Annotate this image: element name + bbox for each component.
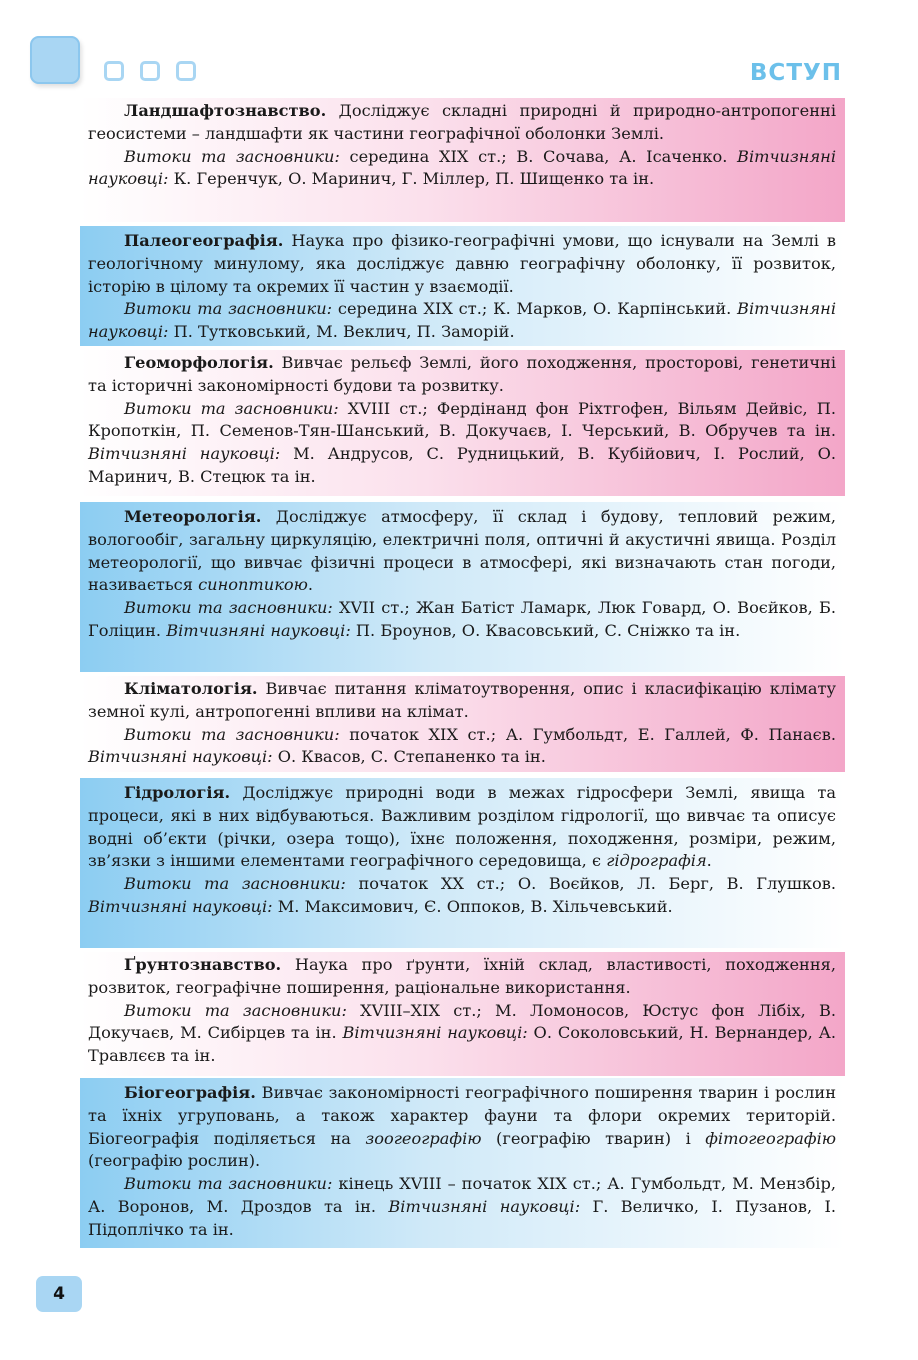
entry-origins: Витоки та засновники: початок XX ст.; О. Воєйков, Л. Берг, В. Глушков. Вітчизняні науковці: М. Максимович, Є. Оппоков, В. Хільчевський. [88, 874, 837, 916]
entry-origins: Витоки та засновники: початок XIX ст.; А. Гумбольдт, Е. Галлей, Ф. Панаєв. Вітчизняні науковці: О. Квасов, С. Степаненко та ін. [88, 724, 837, 767]
entry-definition: Біогеографія. Вивчає закономірності географічного поширення тварин і рослин та їхніх угруповань, а також характер фауни та флори окремих територій. Біогеографія поділяється на зоогеографію (географію тварин) і фітогеографію (географію рослин). [88, 1083, 836, 1171]
entry-origins: Витоки та засновники: XVII ст.; Жан Батіст Ламарк, Люк Говард, О. Воєйков, Б. Голіцин. Вітчизняні науковці: П. Броунов, О. Квасовський, С. Сніжко та ін. [88, 598, 836, 640]
entry-term: Ґрунтознавство. [124, 955, 282, 974]
entry-origins: Витоки та засновники: XVIII ст.; Фердінанд фон Ріхтгофен, Вільям Дейвіс, П. Кропоткін, П. Семенов-Тян-Шанський, В. Докучаєв, І. Черський, В. Обручев та ін. Вітчизняні науковці: М. Андрусов, С. Рудницький, В. Кубійович, І. Рослий, О. Маринич, В. Стецюк та ін. [88, 398, 837, 486]
page-number: 4 [36, 1276, 82, 1312]
entry-definition: Метеорологія. Досліджує атмосферу, її склад і будову, тепловий режим, вологообіг, загальну циркуляцію, електричні поля, оптичні й акустичні явища. Розділ метеорології, що вивчає фізичні процеси в атмосфері, які визначають стан погоди, називається синоптикою. [88, 507, 836, 595]
section-title: ВСТУП [749, 60, 842, 86]
entry-term: Кліматологія. [124, 679, 258, 698]
entry-term: Геоморфологія. [124, 353, 274, 372]
entry-biogeography [80, 1078, 845, 1248]
entry-term: Ландшафтознавство. [124, 101, 327, 120]
entry-origins: Витоки та засновники: XVIII–XIX ст.; М. Ломоносов, Юстус фон Лібіх, В. Докучаєв, М. Сибірцев та ін. Вітчизняні науковці: О. Соколовський, Н. Вернандер, А. Травлєєв та ін. [88, 1000, 837, 1066]
entry-term: Гідрологія. [124, 783, 231, 802]
entry-term: Біогеографія. [124, 1083, 256, 1102]
entry-meteorology [80, 502, 845, 672]
entry-soil-science [80, 952, 845, 1076]
entry-definition: Геоморфологія. Вивчає рельєф Землі, його походження, просторові, генетичні та історичні закономірності будови та розвитку. [88, 353, 836, 395]
entry-geomorphology [80, 350, 845, 496]
entry-landscape-science [80, 98, 845, 222]
entry-origins: Витоки та засновники: середина XIX ст.; В. Сочава, А. Ісаченко. Вітчизняні науковці: К. Геренчук, О. Маринич, Г. Міллер, П. Шищенко та ін. [88, 146, 837, 189]
entry-term: Палеогеографія. [124, 231, 284, 250]
entry-definition: Палеогеографія. Наука про фізико-географічні умови, що існували на Землі в геологічному минулому, яка досліджує давню географічну оболонку, її розвиток, історію в цілому та окремих її частин у взаємодії. [88, 231, 836, 296]
header-decoration-square-small [104, 61, 124, 81]
entry-origins: Витоки та засновники: кінець XVIII – початок XIX ст.; А. Гумбольдт, М. Мензбір, А. Воронов, М. Дроздов та ін. Вітчизняні науковці: Г. Величко, І. Пузанов, І. Підоплічко та ін. [88, 1174, 837, 1239]
entry-definition: Гідрологія. Досліджує природні води в межах гідросфери Землі, явища та процеси, які в них відбуваються. Важливим розділом гідрології, що вивчає та описує водні об’єкти (річки, озера тощо), їхнє положення, походження, розміри, режим, зв’язки з іншими елементами географічного середовища, є гідрографія. [88, 783, 836, 871]
header-decoration-square-small [140, 61, 160, 81]
entry-definition: Ландшафтознавство. Досліджує складні природні й природно-антропогенні геосистеми – ландшафти як частини географічної оболонки Землі. [88, 101, 836, 143]
header-decoration-square-small [176, 61, 196, 81]
header-decoration-square [30, 36, 80, 84]
entry-term: Метеорологія. [124, 507, 262, 526]
entry-paleogeography [80, 226, 845, 346]
entry-definition: Ґрунтознавство. Наука про ґрунти, їхній склад, властивості, походження, розвиток, географічне поширення, раціональне використання. [88, 955, 836, 997]
entry-origins: Витоки та засновники: середина XIX ст.; К. Марков, О. Карпінський. Вітчизняні науковці: П. Тутковський, М. Веклич, П. Заморій. [88, 299, 837, 342]
entry-hydrology [80, 778, 845, 948]
entry-definition: Кліматологія. Вивчає питання кліматоутворення, опис і класифікацію клімату земної кулі, антропогенні впливи на клімат. [88, 679, 836, 721]
entry-climatology [80, 676, 845, 772]
